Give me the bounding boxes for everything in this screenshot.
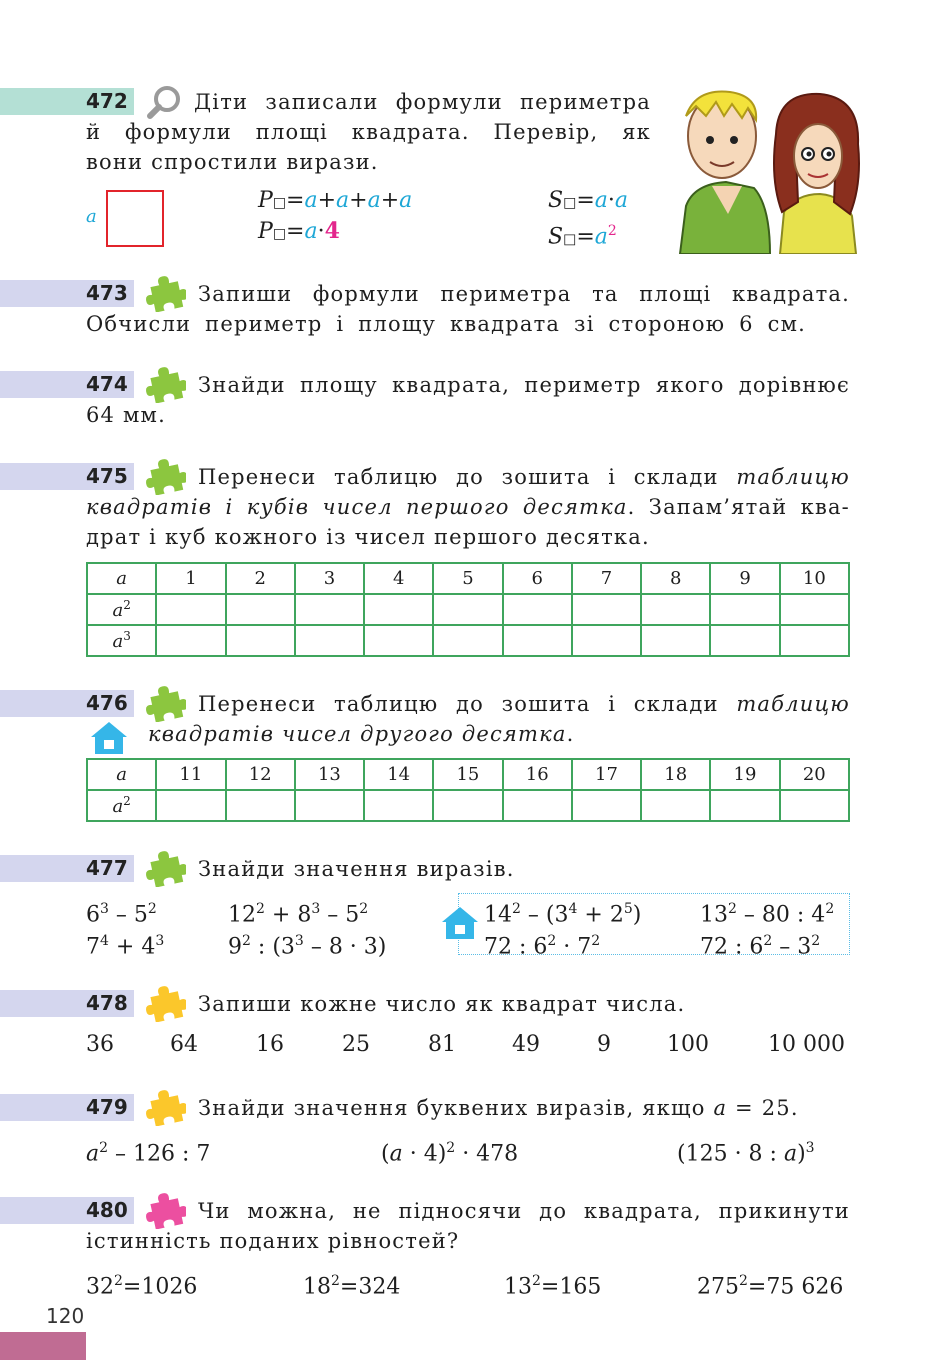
yellow-puzzle-icon bbox=[146, 982, 186, 1022]
table-cell bbox=[710, 594, 779, 625]
table-cell bbox=[226, 625, 295, 656]
table-row bbox=[87, 790, 849, 821]
table-cell bbox=[295, 594, 364, 625]
square-side-label: a bbox=[86, 206, 97, 227]
table-cell bbox=[156, 625, 225, 656]
table-cell: 3 bbox=[295, 563, 364, 594]
exercise-text: Знайди площу квадрата, периметр якого дорівнює bbox=[198, 373, 850, 397]
table-cell bbox=[226, 594, 295, 625]
exercise-text: квадратів чисел другого десятка. bbox=[148, 722, 575, 746]
table-cell bbox=[641, 625, 710, 656]
table-cell: 1 bbox=[156, 563, 225, 594]
table-cell: 7 bbox=[572, 563, 641, 594]
exercise-number-475: 475 bbox=[86, 464, 128, 488]
expression: $7^4 + 4^3$ bbox=[86, 933, 165, 960]
exercise-number-480: 480 bbox=[86, 1198, 128, 1222]
table-cell bbox=[156, 790, 225, 821]
table-cell bbox=[641, 790, 710, 821]
exercise-number-473: 473 bbox=[86, 281, 128, 305]
table-cell bbox=[572, 790, 641, 821]
table-cell bbox=[710, 625, 779, 656]
table-cell bbox=[433, 594, 502, 625]
exercise-number-478: 478 bbox=[86, 991, 128, 1015]
exercise-text: 64 мм. bbox=[86, 403, 166, 427]
table-cell: 4 bbox=[364, 563, 433, 594]
number-item: 36 bbox=[86, 1032, 114, 1057]
square-figure bbox=[106, 190, 164, 247]
expression: 72 : $6^2 \cdot 7^2$ bbox=[484, 933, 601, 960]
table-cell: 15 bbox=[433, 759, 502, 790]
children-illustration bbox=[672, 84, 864, 254]
exercise-text: й формули площі квадрата. Перевір, як bbox=[86, 120, 651, 144]
table-cell: 9 bbox=[710, 563, 779, 594]
exercise-number-472: 472 bbox=[86, 89, 128, 113]
exercise-text: квадратів і кубів чисел першого десятка. Запам’ятай ква- bbox=[86, 495, 850, 519]
table-cell bbox=[641, 594, 710, 625]
expression: (125 · 8 : a)$^3$ bbox=[677, 1140, 815, 1167]
table-cell bbox=[433, 790, 502, 821]
green-puzzle-icon bbox=[146, 272, 186, 312]
row-header: $a^3$ bbox=[87, 625, 156, 656]
table-cell: 2 bbox=[226, 563, 295, 594]
table-cell bbox=[503, 790, 572, 821]
exercise-number-477: 477 bbox=[86, 856, 128, 880]
expression: $12^2 + 8^3 - 5^2$ bbox=[228, 901, 369, 928]
table-cell bbox=[503, 625, 572, 656]
row-header: $a^2$ bbox=[87, 594, 156, 625]
table-row bbox=[87, 563, 849, 594]
row-header: a bbox=[87, 759, 156, 790]
number-item: 81 bbox=[428, 1032, 456, 1057]
table-cell: 11 bbox=[156, 759, 225, 790]
table-cell bbox=[156, 594, 225, 625]
green-puzzle-icon bbox=[146, 455, 186, 495]
expression: $6^3 - 5^2$ bbox=[86, 901, 157, 928]
table-cell: 19 bbox=[710, 759, 779, 790]
number-item: 16 bbox=[256, 1032, 284, 1057]
table-cell bbox=[572, 594, 641, 625]
green-puzzle-icon bbox=[146, 847, 186, 887]
number-item: 64 bbox=[170, 1032, 198, 1057]
expression: $(a \cdot 4)^2 \cdot 478$ bbox=[381, 1140, 519, 1167]
exercise-number-476: 476 bbox=[86, 691, 128, 715]
table-cell bbox=[364, 790, 433, 821]
yellow-puzzle-icon bbox=[146, 1086, 186, 1126]
exercise-text: Знайди значення виразів. bbox=[198, 857, 515, 881]
page-corner-bar bbox=[0, 1332, 86, 1360]
number-item: 49 bbox=[512, 1032, 540, 1057]
exercise-number-479: 479 bbox=[86, 1095, 128, 1119]
green-puzzle-icon bbox=[146, 682, 186, 722]
exercise-text: драт і куб кожного із чисел першого десятка. bbox=[86, 525, 650, 549]
equality: $275^2=75$ 626 bbox=[697, 1273, 844, 1300]
squares-second-ten-table bbox=[86, 758, 850, 822]
table-cell: 10 bbox=[780, 563, 849, 594]
table-cell bbox=[503, 594, 572, 625]
exercise-text: Запиши кожне число як квадрат числа. bbox=[198, 992, 686, 1016]
exercise-text: Перенеси таблицю до зошита і склади таблицю bbox=[198, 465, 850, 489]
exercise-text: істинність поданих рівностей? bbox=[86, 1229, 460, 1253]
table-cell bbox=[364, 594, 433, 625]
equality: $32^2=1026$ bbox=[86, 1273, 198, 1300]
table-cell bbox=[226, 790, 295, 821]
table-cell: 18 bbox=[641, 759, 710, 790]
number-item: 10 000 bbox=[768, 1032, 845, 1057]
equality: $13^2=165$ bbox=[504, 1273, 602, 1300]
exercise-text: Запиши формули периметра та площі квадрата. bbox=[198, 282, 850, 306]
magnifier-icon bbox=[145, 82, 185, 122]
table-cell bbox=[295, 625, 364, 656]
exercise-text: вони спростили вирази. bbox=[86, 150, 379, 174]
table-cell: 5 bbox=[433, 563, 502, 594]
row-header: a bbox=[87, 563, 156, 594]
formula-area-power: $S□=a^2$ bbox=[548, 223, 617, 250]
table-cell: 16 bbox=[503, 759, 572, 790]
exercise-number-474: 474 bbox=[86, 372, 128, 396]
table-cell bbox=[364, 625, 433, 656]
number-item: 100 bbox=[667, 1032, 709, 1057]
table-cell: 13 bbox=[295, 759, 364, 790]
table-cell: 17 bbox=[572, 759, 641, 790]
row-header: $a^2$ bbox=[87, 790, 156, 821]
table-cell: 14 bbox=[364, 759, 433, 790]
exercise-text: Діти записали формули периметра bbox=[194, 90, 651, 114]
pink-puzzle-icon bbox=[146, 1189, 186, 1229]
formula-area-product: S□=a·a bbox=[548, 188, 628, 213]
exercise-text: Обчисли периметр і площу квадрата зі стороною 6 см. bbox=[86, 312, 806, 336]
table-cell: 12 bbox=[226, 759, 295, 790]
exercise-text: Чи можна, не підносячи до квадрата, прикинути bbox=[198, 1199, 850, 1223]
page-number: 120 bbox=[46, 1304, 85, 1328]
table-cell bbox=[780, 790, 849, 821]
equality: $18^2=324$ bbox=[303, 1273, 401, 1300]
expression: $a^2 - 126$ : 7 bbox=[86, 1140, 211, 1167]
house-icon bbox=[440, 905, 480, 945]
table-cell bbox=[572, 625, 641, 656]
formula-perimeter-sum: P□=a+a+a+a bbox=[258, 188, 413, 213]
squares-cubes-table bbox=[86, 562, 850, 657]
table-cell: 6 bbox=[503, 563, 572, 594]
expression: $9^2$ : $(3^3 - 8 \cdot 3)$ bbox=[228, 933, 387, 960]
expression: $13^2 - 80$ : $4^2$ bbox=[700, 901, 835, 928]
table-cell bbox=[780, 625, 849, 656]
house-icon bbox=[89, 720, 129, 760]
exercise-text: Знайди значення буквених виразів, якщо a = 25. bbox=[198, 1096, 799, 1120]
green-puzzle-icon bbox=[146, 363, 186, 403]
table-row bbox=[87, 625, 849, 656]
number-item: 25 bbox=[342, 1032, 370, 1057]
number-item: 9 bbox=[597, 1032, 611, 1057]
table-row bbox=[87, 759, 849, 790]
formula-perimeter-product: P□=a·4 bbox=[258, 218, 340, 244]
table-cell bbox=[710, 790, 779, 821]
expression: 72 : $6^2 - 3^2$ bbox=[700, 933, 821, 960]
table-cell: 8 bbox=[641, 563, 710, 594]
table-cell bbox=[295, 790, 364, 821]
table-row bbox=[87, 594, 849, 625]
table-cell bbox=[433, 625, 502, 656]
table-cell bbox=[780, 594, 849, 625]
exercise-text: Перенеси таблицю до зошита і склади таблицю bbox=[198, 692, 850, 716]
expression: $14^2 - (3^4 + 2^5)$ bbox=[484, 901, 642, 928]
table-cell: 20 bbox=[780, 759, 849, 790]
